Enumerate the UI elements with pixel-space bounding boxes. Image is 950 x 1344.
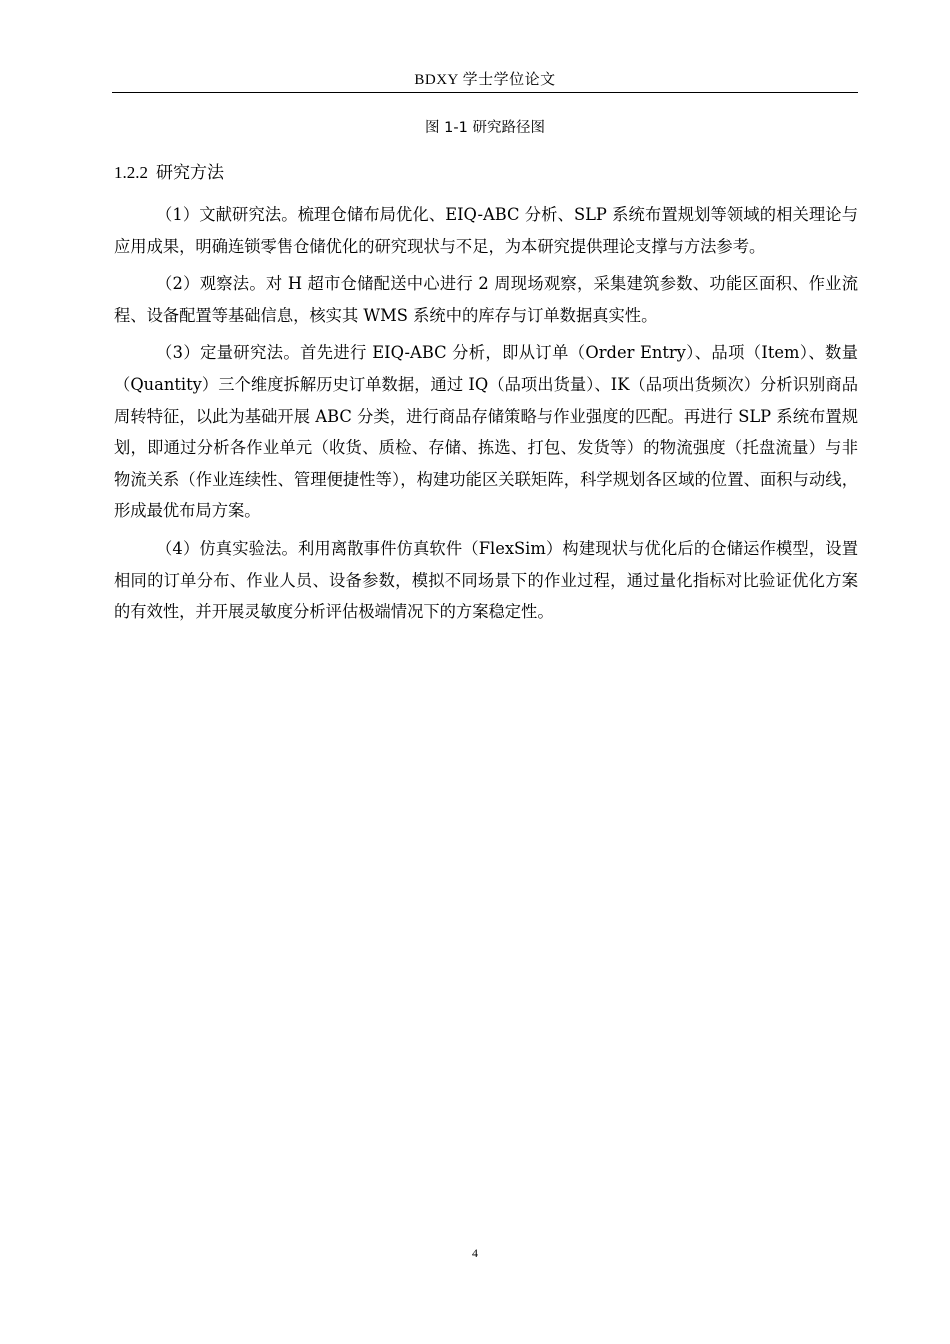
- page-number: 4: [472, 1246, 478, 1260]
- section-number: 1.2.2: [114, 163, 148, 182]
- paragraph-quantitative-research: （3）定量研究法。首先进行 EIQ-ABC 分析，即从订单（Order Entry）、品项（Item）、数量（Quantity）三个维度拆解历史订单数据，通过 IQ（品项出货量）、IK（品项出货频次）分析识别商品周转特征，以此为基础开展 ABC 分类，进行商品存储策略与作业强度的匹配。再进行 SLP 系统布置规划，即通过分析各作业单元（收货、质检、存储、拣选、打包、发货等）的物流强度（托盘流量）与非物流关系（作业连续性、管理便捷性等），构建功能区关联矩阵，科学规划各区域的位置、面积与动线，形成最优布局方案。: [114, 343, 858, 521]
- paragraph-literature-research: （1）文献研究法。梳理仓储布局优化、EIQ-ABC 分析、SLP 系统布置规划等领域的相关理论与应用成果，明确连锁零售仓储优化的研究现状与不足，为本研究提供理论支撑与方法参考。: [114, 205, 858, 256]
- section-title: 研究方法: [156, 163, 224, 183]
- header-title: BDXY 学士学位论文: [414, 72, 556, 88]
- section-heading: [114, 158, 224, 183]
- body-text: [114, 199, 858, 634]
- figure-caption: 图 1-1 研究路径图: [425, 120, 545, 136]
- paragraph-observation: （2）观察法。对 H 超市仓储配送中心进行 2 周现场观察，采集建筑参数、功能区面积、作业流程、设备配置等基础信息，核实其 WMS 系统中的库存与订单数据真实性。: [114, 274, 858, 325]
- page-header: [112, 64, 858, 93]
- paragraph-simulation-experiment: （4）仿真实验法。利用离散事件仿真软件（FlexSim）构建现状与优化后的仓储运作模型，设置相同的订单分布、作业人员、设备参数，模拟不同场景下的作业过程，通过量化指标对比验证优化方案的有效性，并开展灵敏度分析评估极端情况下的方案稳定性。: [114, 538, 858, 622]
